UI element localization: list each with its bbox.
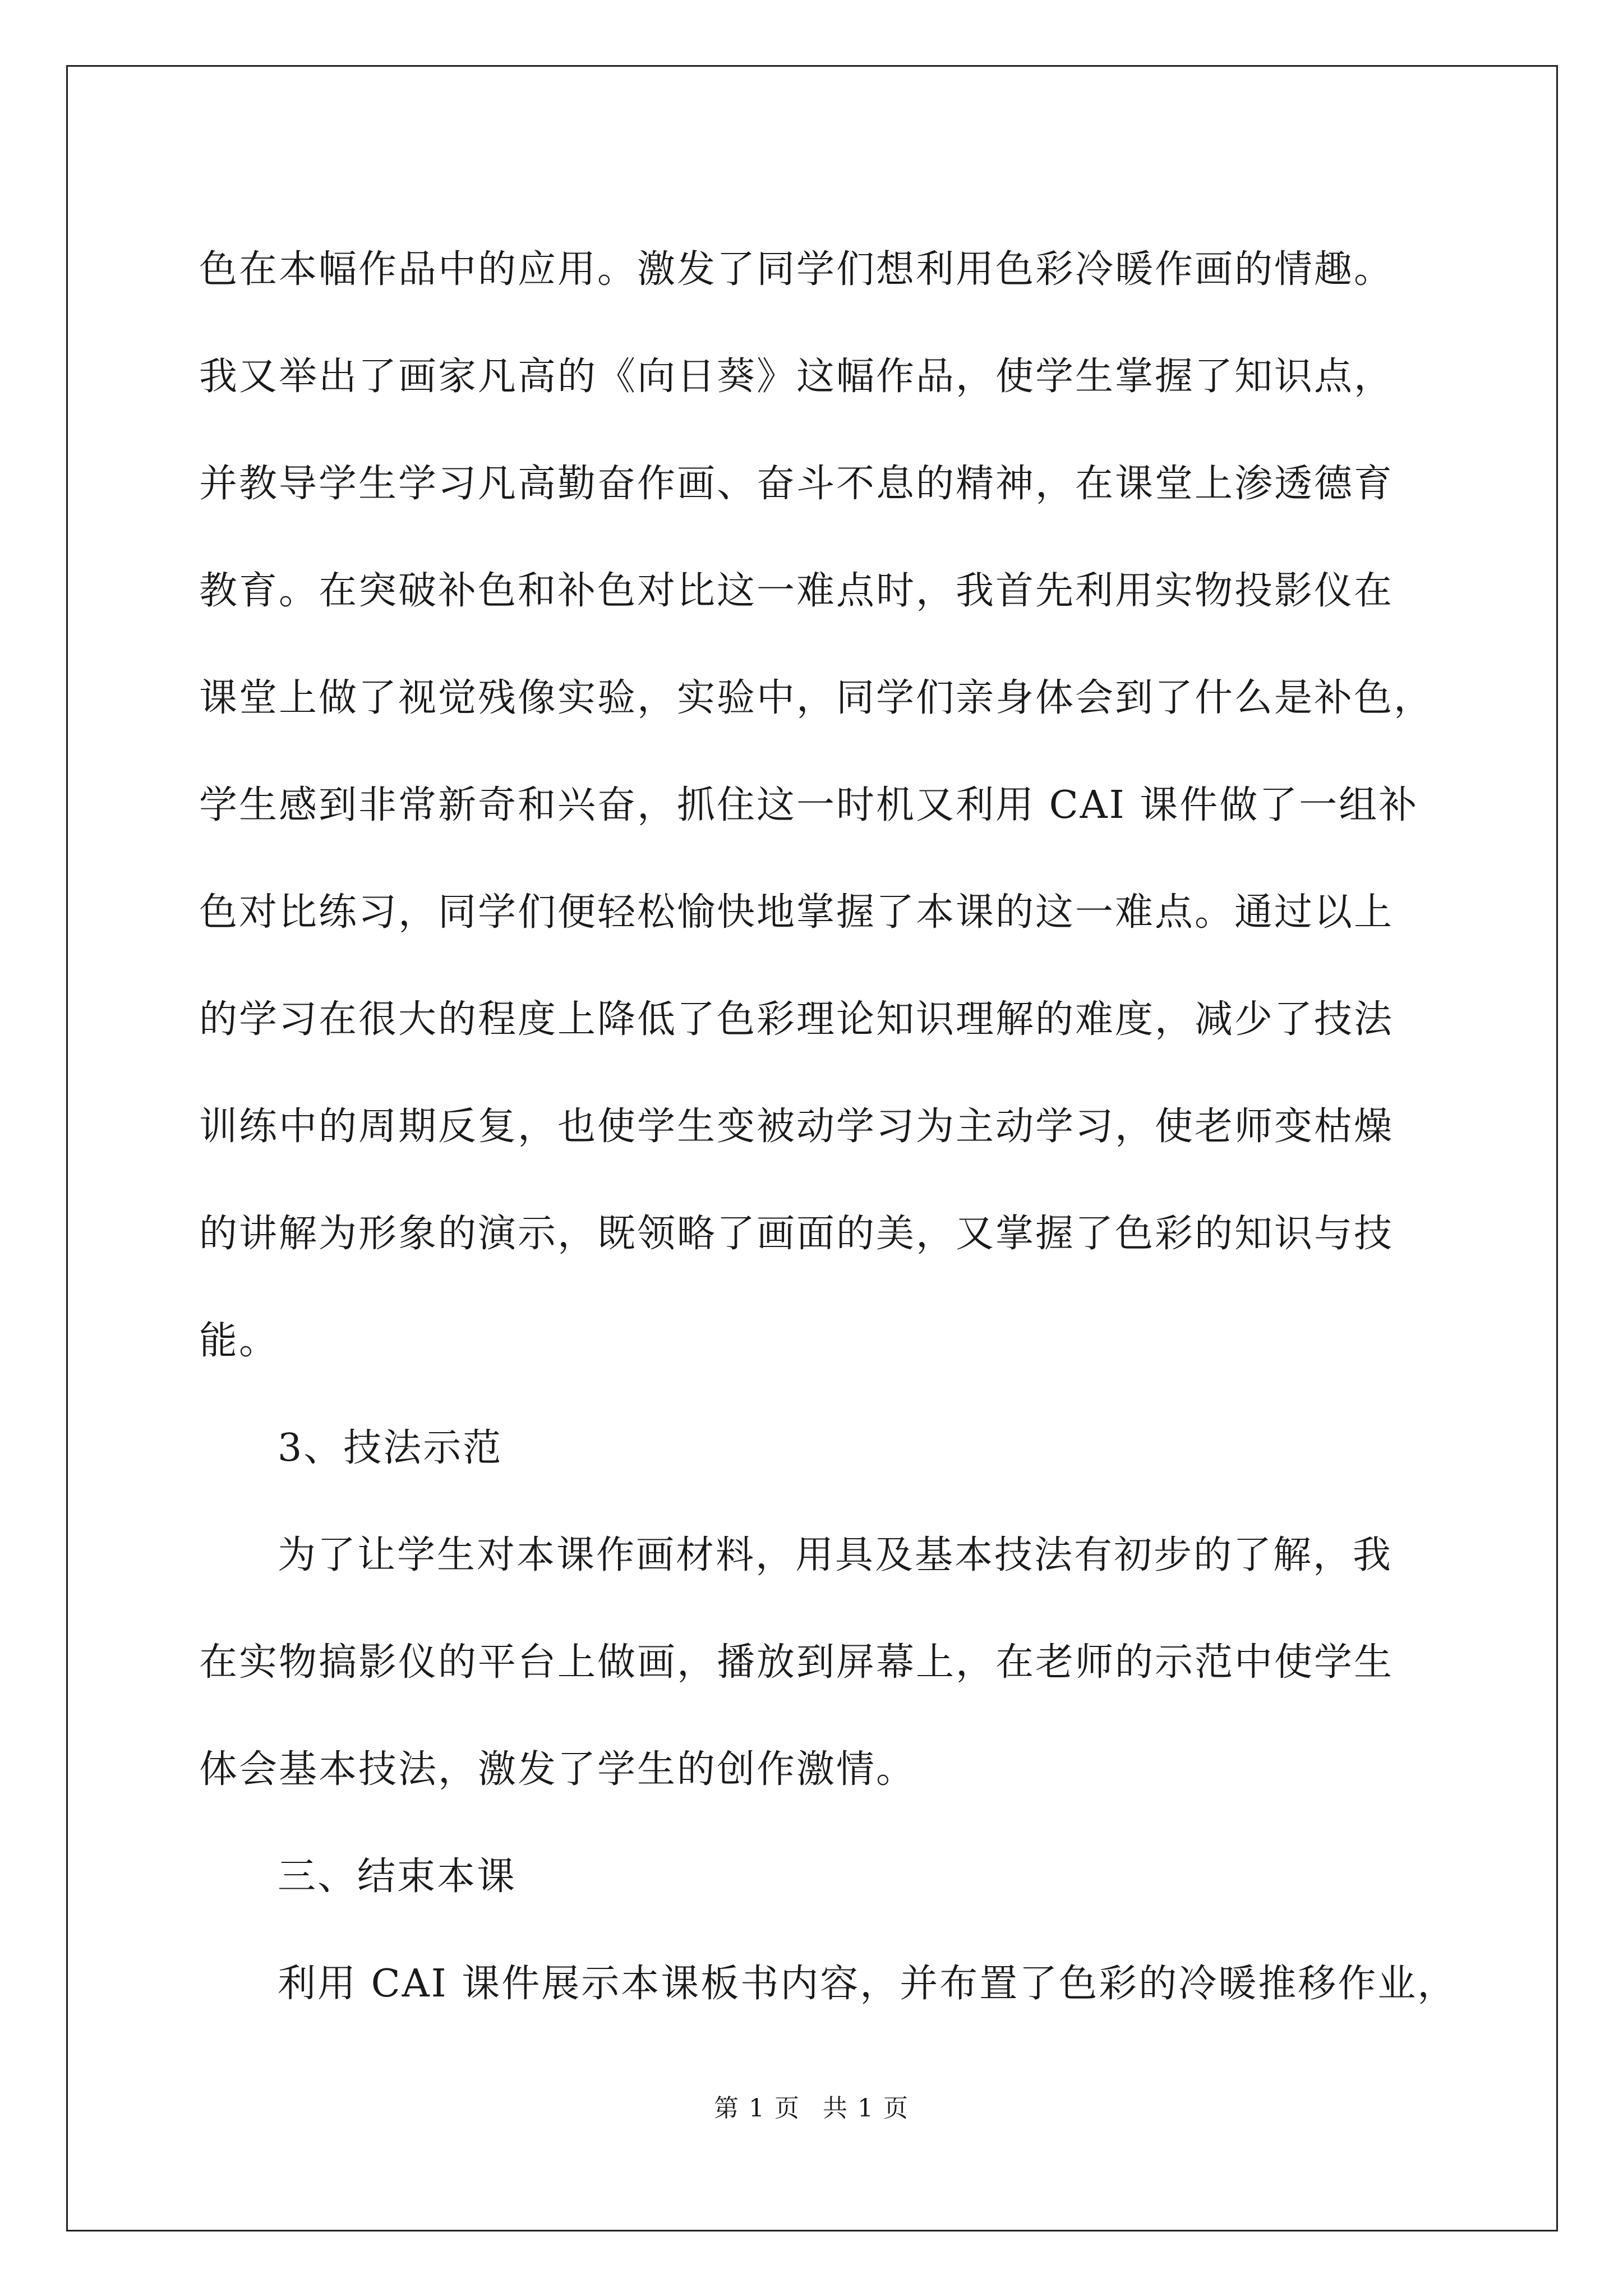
text-line-1: 色在本幅作品中的应用。激发了同学们想利用色彩冷暖作画的情趣。 <box>199 247 1394 292</box>
text-line-7: 色对比练习，同学们便轻松愉快地掌握了本课的这一难点。通过以上 <box>199 890 1394 935</box>
page-footer <box>0 2088 1623 2124</box>
text-line-17: 利用 CAI 课件展示本课板书内容，并布置了色彩的冷暖推移作业， <box>278 1962 1458 2006</box>
text-line-6: 学生感到非常新奇和兴奋，抓住这一时机又利用 CAI 课件做了一组补 <box>199 783 1419 827</box>
text-line-3: 并教导学生学习凡高勤奋作画、奋斗不息的精神，在课堂上渗透德育 <box>199 462 1394 506</box>
page-total: 共 1 页 <box>823 2094 909 2123</box>
document-body <box>199 216 1458 2037</box>
text-line-4: 教育。在突破补色和补色对比这一难点时，我首先利用实物投影仪在 <box>199 569 1394 613</box>
page-number: 第 1 页 <box>714 2094 800 2123</box>
text-line-9: 训练中的周期反复，也使学生变被动学习为主动学习，使老师变枯燥 <box>199 1105 1394 1149</box>
text-line-15: 体会基本技法，激发了学生的创作激情。 <box>199 1747 916 1792</box>
section-heading-end-lesson: 三、结束本课 <box>278 1855 517 1899</box>
text-line-13: 为了让学生对本课作画材料，用具及基本技法有初步的了解，我 <box>278 1533 1393 1577</box>
text-line-14: 在实物搞影仪的平台上做画，播放到屏幕上，在老师的示范中使学生 <box>199 1640 1394 1685</box>
text-line-5: 课堂上做了视觉残像实验，实验中，同学们亲身体会到了什么是补色， <box>199 676 1434 720</box>
section-heading-technique: 3、技法示范 <box>278 1426 503 1470</box>
text-line-2: 我又举出了画家凡高的《向日葵》这幅作品，使学生掌握了知识点， <box>199 355 1394 399</box>
text-line-8: 的学习在很大的程度上降低了色彩理论知识理解的难度，减少了技法 <box>199 997 1394 1042</box>
text-line-11: 能。 <box>199 1319 279 1363</box>
text-line-10: 的讲解为形象的演示，既领略了画面的美，又掌握了色彩的知识与技 <box>199 1212 1394 1256</box>
